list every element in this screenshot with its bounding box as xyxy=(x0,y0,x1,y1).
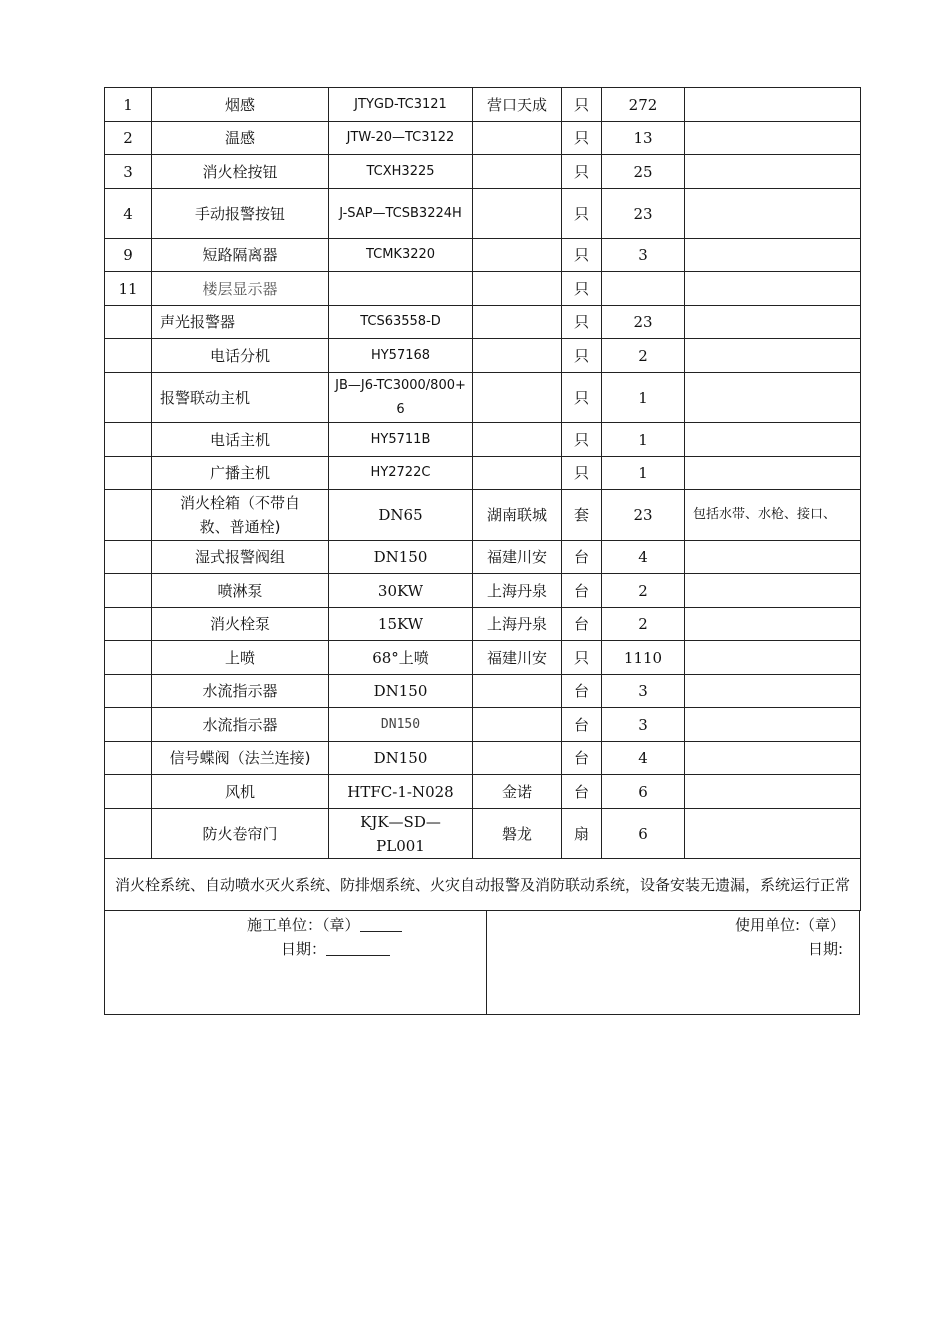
row-number xyxy=(105,708,152,742)
equipment-model: HTFC-1-N028 xyxy=(329,775,473,809)
quantity: 3 xyxy=(602,708,685,742)
manufacturer xyxy=(473,239,562,272)
row-number xyxy=(105,490,152,541)
unit: 只 xyxy=(562,239,602,272)
unit: 只 xyxy=(562,306,602,339)
unit: 台 xyxy=(562,775,602,809)
user-signature-block xyxy=(487,911,859,1014)
equipment-model: TCMK3220 xyxy=(329,239,473,272)
manufacturer xyxy=(473,457,562,490)
quantity: 6 xyxy=(602,775,685,809)
equipment-name: 报警联动主机 xyxy=(152,373,329,423)
remark xyxy=(685,189,861,239)
remark xyxy=(685,574,861,608)
table-row xyxy=(105,239,861,272)
table-row xyxy=(105,122,861,155)
table-row xyxy=(105,742,861,775)
remark xyxy=(685,155,861,189)
user-date-label: 日期: xyxy=(807,940,843,958)
unit: 台 xyxy=(562,708,602,742)
remark xyxy=(685,775,861,809)
quantity: 272 xyxy=(602,88,685,122)
remark xyxy=(685,708,861,742)
equipment-model: KJK—SD—PL001 xyxy=(329,809,473,859)
equipment-model xyxy=(329,272,473,306)
row-number xyxy=(105,574,152,608)
equipment-name: 水流指示器 xyxy=(152,708,329,742)
row-number: 11 xyxy=(105,272,152,306)
remark xyxy=(685,641,861,675)
equipment-name: 电话主机 xyxy=(152,423,329,457)
equipment-model: DN150 xyxy=(329,675,473,708)
table-row xyxy=(105,675,861,708)
equipment-model: DN150 xyxy=(329,708,473,742)
quantity: 1110 xyxy=(602,641,685,675)
remark xyxy=(685,88,861,122)
equipment-name: 消火栓箱（不带自救、普通栓) xyxy=(152,490,329,541)
manufacturer xyxy=(473,742,562,775)
equipment-name: 湿式报警阀组 xyxy=(152,541,329,574)
quantity: 2 xyxy=(602,608,685,641)
unit: 只 xyxy=(562,641,602,675)
builder-date-blank xyxy=(326,939,390,956)
equipment-name: 声光报警器 xyxy=(152,306,329,339)
row-number xyxy=(105,339,152,373)
equipment-name: 上喷 xyxy=(152,641,329,675)
remark xyxy=(685,809,861,859)
table-row xyxy=(105,641,861,675)
quantity: 23 xyxy=(602,490,685,541)
equipment-model: JTW-20—TC3122 xyxy=(329,122,473,155)
row-number xyxy=(105,423,152,457)
row-number: 3 xyxy=(105,155,152,189)
equipment-name: 短路隔离器 xyxy=(152,239,329,272)
table-row xyxy=(105,189,861,239)
equipment-model: JB—J6-TC3000/800+6 xyxy=(329,373,473,423)
table-row xyxy=(105,306,861,339)
manufacturer: 上海丹泉 xyxy=(473,574,562,608)
table-row xyxy=(105,809,861,859)
manufacturer xyxy=(473,423,562,457)
table-row xyxy=(105,423,861,457)
manufacturer: 上海丹泉 xyxy=(473,608,562,641)
manufacturer: 磐龙 xyxy=(473,809,562,859)
builder-seal-blank xyxy=(360,915,402,932)
quantity: 1 xyxy=(602,423,685,457)
row-number xyxy=(105,675,152,708)
quantity: 4 xyxy=(602,742,685,775)
table-row xyxy=(105,155,861,189)
quantity: 2 xyxy=(602,574,685,608)
builder-label: 施工单位：（章） xyxy=(247,916,360,934)
remark xyxy=(685,423,861,457)
equipment-name: 温感 xyxy=(152,122,329,155)
equipment-model: TCS63558-D xyxy=(329,306,473,339)
manufacturer: 金诺 xyxy=(473,775,562,809)
table-row xyxy=(105,88,861,122)
row-number: 1 xyxy=(105,88,152,122)
row-number: 2 xyxy=(105,122,152,155)
equipment-model: HY57168 xyxy=(329,339,473,373)
equipment-name: 楼层显示器 xyxy=(152,272,329,306)
equipment-name: 信号蝶阀（法兰连接) xyxy=(152,742,329,775)
table-row xyxy=(105,541,861,574)
equipment-model: 68°上喷 xyxy=(329,641,473,675)
remark: 包括水带、水枪、接口、 xyxy=(685,490,861,541)
unit: 只 xyxy=(562,339,602,373)
remark xyxy=(685,339,861,373)
equipment-model: J-SAP—TCSB3224H xyxy=(329,189,473,239)
row-number xyxy=(105,641,152,675)
remark xyxy=(685,675,861,708)
remark xyxy=(685,373,861,423)
unit: 只 xyxy=(562,122,602,155)
unit: 只 xyxy=(562,373,602,423)
remark xyxy=(685,122,861,155)
quantity: 3 xyxy=(602,675,685,708)
manufacturer xyxy=(473,708,562,742)
equipment-name: 手动报警按钮 xyxy=(152,189,329,239)
remark xyxy=(685,457,861,490)
manufacturer: 福建川安 xyxy=(473,541,562,574)
quantity: 2 xyxy=(602,339,685,373)
quantity: 1 xyxy=(602,457,685,490)
table-row xyxy=(105,490,861,541)
equipment-model: HY5711B xyxy=(329,423,473,457)
equipment-name: 消火栓按钮 xyxy=(152,155,329,189)
unit: 只 xyxy=(562,423,602,457)
manufacturer xyxy=(473,155,562,189)
equipment-name: 广播主机 xyxy=(152,457,329,490)
unit: 台 xyxy=(562,608,602,641)
row-number xyxy=(105,541,152,574)
table-row xyxy=(105,775,861,809)
quantity: 3 xyxy=(602,239,685,272)
quantity: 1 xyxy=(602,373,685,423)
manufacturer: 福建川安 xyxy=(473,641,562,675)
signature-section xyxy=(104,911,860,1015)
quantity: 23 xyxy=(602,189,685,239)
manufacturer xyxy=(473,306,562,339)
table-row xyxy=(105,339,861,373)
remark xyxy=(685,239,861,272)
equipment-sheet xyxy=(104,87,860,1015)
equipment-table xyxy=(104,87,861,911)
remark xyxy=(685,742,861,775)
row-number xyxy=(105,373,152,423)
summary-row xyxy=(105,859,861,911)
equipment-name: 消火栓泵 xyxy=(152,608,329,641)
table-row xyxy=(105,608,861,641)
builder-date-line xyxy=(281,937,390,961)
builder-seal-line xyxy=(247,913,402,937)
summary-text: 消火栓系统、自动喷水灭火系统、防排烟系统、火灾自动报警及消防联动系统，设备安装无遗漏，系统运行正常 xyxy=(105,859,861,911)
remark xyxy=(685,306,861,339)
row-number xyxy=(105,608,152,641)
manufacturer xyxy=(473,373,562,423)
builder-signature-block xyxy=(105,911,487,1014)
equipment-model: DN65 xyxy=(329,490,473,541)
unit: 只 xyxy=(562,88,602,122)
manufacturer xyxy=(473,272,562,306)
unit: 台 xyxy=(562,574,602,608)
manufacturer xyxy=(473,675,562,708)
table-row xyxy=(105,272,861,306)
table-row xyxy=(105,373,861,423)
row-number xyxy=(105,457,152,490)
quantity: 4 xyxy=(602,541,685,574)
equipment-name: 烟感 xyxy=(152,88,329,122)
row-number xyxy=(105,742,152,775)
manufacturer: 营口天成 xyxy=(473,88,562,122)
equipment-model: TCXH3225 xyxy=(329,155,473,189)
manufacturer xyxy=(473,339,562,373)
row-number xyxy=(105,775,152,809)
equipment-model: DN150 xyxy=(329,742,473,775)
unit: 扇 xyxy=(562,809,602,859)
table-row xyxy=(105,574,861,608)
unit: 只 xyxy=(562,155,602,189)
user-label: 使用单位:（章） xyxy=(734,916,845,934)
row-number xyxy=(105,809,152,859)
equipment-model: JTYGD-TC3121 xyxy=(329,88,473,122)
manufacturer xyxy=(473,122,562,155)
table-row xyxy=(105,708,861,742)
table-row xyxy=(105,457,861,490)
equipment-name: 防火卷帘门 xyxy=(152,809,329,859)
manufacturer xyxy=(473,189,562,239)
unit: 台 xyxy=(562,742,602,775)
equipment-name: 电话分机 xyxy=(152,339,329,373)
remark xyxy=(685,541,861,574)
equipment-name: 风机 xyxy=(152,775,329,809)
equipment-name: 水流指示器 xyxy=(152,675,329,708)
unit: 台 xyxy=(562,541,602,574)
quantity: 23 xyxy=(602,306,685,339)
remark xyxy=(685,272,861,306)
row-number xyxy=(105,306,152,339)
equipment-model: 30KW xyxy=(329,574,473,608)
equipment-model: DN150 xyxy=(329,541,473,574)
unit: 套 xyxy=(562,490,602,541)
equipment-model: 15KW xyxy=(329,608,473,641)
equipment-name: 喷淋泵 xyxy=(152,574,329,608)
unit: 只 xyxy=(562,272,602,306)
unit: 只 xyxy=(562,189,602,239)
quantity: 25 xyxy=(602,155,685,189)
row-number: 4 xyxy=(105,189,152,239)
manufacturer: 湖南联城 xyxy=(473,490,562,541)
quantity xyxy=(602,272,685,306)
equipment-model: HY2722C xyxy=(329,457,473,490)
quantity: 6 xyxy=(602,809,685,859)
unit: 台 xyxy=(562,675,602,708)
remark xyxy=(685,608,861,641)
row-number: 9 xyxy=(105,239,152,272)
unit: 只 xyxy=(562,457,602,490)
quantity: 13 xyxy=(602,122,685,155)
builder-date-label: 日期： xyxy=(281,940,327,958)
